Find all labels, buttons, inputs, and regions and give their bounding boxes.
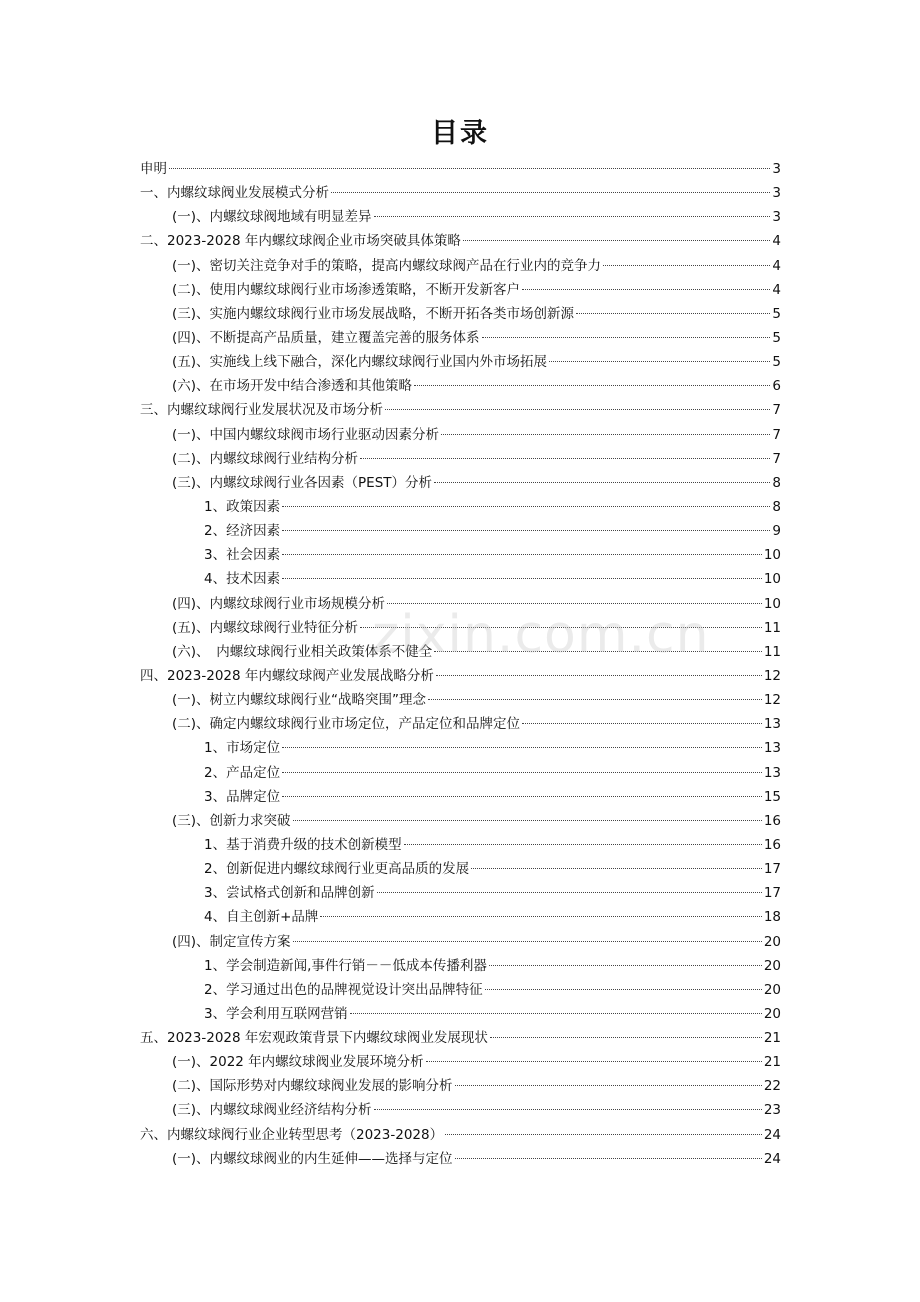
toc-entry[interactable] [140,785,781,809]
toc-entry-title: 1、学会制造新闻,事件行销－－低成本传播利器 [204,957,487,974]
toc-dot-leader [434,482,770,483]
toc-entry-page: 10 [763,547,781,564]
toc-dot-leader [414,385,770,386]
toc-dot-leader [404,844,762,845]
toc-entry[interactable] [140,447,781,471]
toc-entry-title: (二)、确定内螺纹球阀行业市场定位，产品定位和品牌定位 [172,716,521,733]
toc-entry-page: 20 [763,1005,781,1022]
toc-entry[interactable] [140,567,781,591]
toc-entry[interactable] [140,1123,781,1147]
toc-dot-leader [522,723,762,724]
toc-entry-title: (三)、创新力求突破 [172,812,291,829]
toc-dot-leader [169,168,770,169]
toc-dot-leader [282,772,762,773]
toc-entry[interactable] [140,1002,781,1026]
toc-dot-leader [282,530,770,531]
toc-entry-page: 3 [772,209,781,226]
toc-entry-title: 2、创新促进内螺纹球阀行业更高品质的发展 [204,861,470,878]
toc-entry-page: 4 [772,257,781,274]
toc-dot-leader [549,361,770,362]
toc-entry[interactable] [140,519,781,543]
toc-entry[interactable] [140,640,781,664]
toc-entry-page: 20 [763,981,781,998]
toc-dot-leader [482,337,771,338]
toc-entry[interactable] [140,302,781,326]
toc-entry-page: 24 [763,1126,781,1143]
toc-entry-title: (四)、内螺纹球阀行业市场规模分析 [172,595,386,612]
toc-entry-title: 3、社会因素 [204,547,281,564]
toc-entry[interactable] [140,1147,781,1171]
toc-entry-page: 11 [763,619,781,636]
toc-dot-leader [360,627,762,628]
toc-entry-page: 20 [763,957,781,974]
toc-dot-leader [293,941,762,942]
toc-entry[interactable] [140,905,781,929]
toc-dot-leader [455,1158,762,1159]
toc-entry-page: 7 [772,426,781,443]
toc-entry-title: (一)、树立内螺纹球阀行业“战略突围”理念 [172,692,427,709]
toc-entry-page: 6 [772,378,781,395]
toc-entry-page: 24 [763,1150,781,1167]
page-title: 目录 [431,118,489,149]
toc-entry[interactable] [140,616,781,640]
toc-entry-title: 1、市场定位 [204,740,281,757]
toc-entry-title: (二)、国际形势对内螺纹球阀业发展的影响分析 [172,1078,453,1095]
toc-dot-leader [426,1061,762,1062]
toc-dot-leader [374,1109,762,1110]
toc-entry-page: 7 [772,402,781,419]
toc-entry-title: 4、技术因素 [204,571,281,588]
toc-dot-leader [293,820,762,821]
table-of-contents [140,157,781,1171]
toc-entry[interactable] [140,761,781,785]
toc-dot-leader [282,747,762,748]
toc-entry-page: 9 [772,523,781,540]
toc-dot-leader [385,409,770,410]
toc-dot-leader [331,192,770,193]
toc-entry[interactable] [140,1026,781,1050]
toc-entry-title: 五、2023-2028 年宏观政策背景下内螺纹球阀业发展现状 [140,1030,488,1047]
toc-dot-leader [320,916,761,917]
toc-entry[interactable] [140,930,781,954]
toc-entry-page: 21 [763,1054,781,1071]
toc-entry[interactable] [140,205,781,229]
toc-entry-title: 六、内螺纹球阀行业企业转型思考（2023-2028） [140,1126,444,1143]
toc-entry-page: 11 [763,643,781,660]
toc-entry-page: 20 [763,933,781,950]
toc-entry-page: 4 [772,233,781,250]
toc-entry-page: 4 [772,281,781,298]
toc-entry-page: 16 [763,836,781,853]
toc-entry-title: 1、政策因素 [204,498,281,515]
toc-entry-title: (一)、2022 年内螺纹球阀业发展环境分析 [172,1054,424,1071]
toc-entry-title: (一)、中国内螺纹球阀市场行业驱动因素分析 [172,426,440,443]
toc-dot-leader [377,892,762,893]
toc-entry[interactable] [140,688,781,712]
toc-entry-title: (一)、内螺纹球阀地域有明显差异 [172,209,372,226]
toc-entry-page: 8 [772,498,781,515]
toc-entry-title: 一、内螺纹球阀业发展模式分析 [140,185,329,202]
toc-entry-page: 22 [763,1078,781,1095]
toc-entry[interactable] [140,833,781,857]
toc-entry-title: 四、2023-2028 年内螺纹球阀产业发展战略分析 [140,667,434,684]
toc-entry[interactable] [140,423,781,447]
toc-entry[interactable] [140,1050,781,1074]
toc-entry[interactable] [140,181,781,205]
toc-entry[interactable] [140,398,781,422]
toc-entry-title: 三、内螺纹球阀行业发展状况及市场分析 [140,402,383,419]
toc-entry-page: 3 [772,185,781,202]
toc-entry-title: 申明 [140,161,167,177]
toc-entry[interactable] [140,736,781,760]
toc-dot-leader [441,434,770,435]
toc-dot-leader [387,603,762,604]
toc-entry-page: 5 [772,305,781,322]
toc-entry-page: 7 [772,450,781,467]
toc-entry-page: 21 [763,1030,781,1047]
toc-dot-leader [445,1134,762,1135]
toc-entry-title: (六)、 内螺纹球阀行业相关政策体系不健全 [172,643,433,660]
toc-entry[interactable] [140,592,781,616]
toc-dot-leader [490,1037,762,1038]
toc-dot-leader [485,989,762,990]
toc-entry-title: (二)、内螺纹球阀行业结构分析 [172,450,359,467]
toc-entry-page: 12 [763,667,781,684]
toc-dot-leader [282,506,770,507]
toc-dot-leader [428,699,762,700]
toc-entry-title: 3、尝试格式创新和品牌创新 [204,885,375,902]
toc-entry-page: 17 [763,861,781,878]
toc-entry[interactable] [140,157,781,181]
toc-entry[interactable] [140,326,781,350]
toc-dot-leader [603,265,770,266]
toc-dot-leader [434,651,762,652]
toc-dot-leader [576,313,770,314]
toc-entry-page: 5 [772,354,781,371]
toc-entry-page: 15 [763,788,781,805]
toc-entry[interactable] [140,495,781,519]
toc-entry[interactable] [140,254,781,278]
toc-entry-page: 17 [763,885,781,902]
toc-entry[interactable] [140,881,781,905]
toc-entry-title: (六)、在市场开发中结合渗透和其他策略 [172,378,413,395]
watermark: zixin.com.cn [372,605,710,665]
toc-entry-title: 3、学会利用互联网营销 [204,1005,348,1022]
toc-dot-leader [436,675,762,676]
toc-entry[interactable] [140,374,781,398]
toc-entry-title: 2、学习通过出色的品牌视觉设计突出品牌特征 [204,981,483,998]
toc-entry-title: (三)、内螺纹球阀业经济结构分析 [172,1102,372,1119]
toc-entry-title: 二、2023-2028 年内螺纹球阀企业市场突破具体策略 [140,233,461,250]
toc-dot-leader [282,554,762,555]
toc-entry-title: 2、产品定位 [204,764,281,781]
toc-entry[interactable] [140,471,781,495]
toc-dot-leader [282,578,762,579]
toc-entry-title: (三)、实施内螺纹球阀行业市场发展战略，不断开拓各类市场创新源 [172,305,575,322]
toc-entry[interactable] [140,543,781,567]
toc-entry-page: 23 [763,1102,781,1119]
toc-entry[interactable] [140,278,781,302]
toc-entry-title: 1、基于消费升级的技术创新模型 [204,836,402,853]
toc-dot-leader [350,1013,762,1014]
toc-entry-title: (五)、内螺纹球阀行业特征分析 [172,619,359,636]
toc-dot-leader [360,458,770,459]
toc-dot-leader [374,216,771,217]
toc-entry-title: (二)、使用内螺纹球阀行业市场渗透策略，不断开发新客户 [172,281,521,298]
toc-dot-leader [463,240,771,241]
toc-dot-leader [471,868,762,869]
toc-dot-leader [282,796,762,797]
toc-entry-title: 4、自主创新+品牌 [204,909,319,926]
toc-entry[interactable] [140,1098,781,1122]
toc-entry-page: 3 [772,161,781,177]
toc-entry-title: (一)、内螺纹球阀业的内生延伸——选择与定位 [172,1150,453,1167]
toc-entry-title: (四)、制定宣传方案 [172,933,291,950]
toc-entry-title: 2、经济因素 [204,523,281,540]
toc-dot-leader [489,965,762,966]
toc-entry-page: 10 [763,571,781,588]
toc-entry-title: (三)、内螺纹球阀行业各因素（PEST）分析 [172,474,433,491]
toc-entry[interactable] [140,857,781,881]
toc-entry[interactable] [140,712,781,736]
toc-entry[interactable] [140,664,781,688]
toc-dot-leader [522,289,770,290]
toc-entry-page: 16 [763,812,781,829]
toc-entry[interactable] [140,1074,781,1098]
toc-entry-page: 18 [763,909,781,926]
toc-entry-page: 13 [763,764,781,781]
toc-entry-page: 8 [772,474,781,491]
toc-entry-title: (五)、实施线上线下融合，深化内螺纹球阀行业国内外市场拓展 [172,354,548,371]
toc-entry[interactable] [140,350,781,374]
toc-entry-page: 12 [763,692,781,709]
toc-entry-page: 13 [763,740,781,757]
toc-dot-leader [455,1085,762,1086]
toc-entry-title: 3、品牌定位 [204,788,281,805]
toc-entry-page: 5 [772,329,781,346]
toc-entry[interactable] [140,954,781,978]
toc-entry-page: 10 [763,595,781,612]
toc-entry[interactable] [140,809,781,833]
toc-entry[interactable] [140,229,781,253]
toc-entry-title: (四)、不断提高产品质量，建立覆盖完善的服务体系 [172,329,480,346]
toc-entry[interactable] [140,978,781,1002]
toc-entry-title: (一)、密切关注竞争对手的策略，提高内螺纹球阀产品在行业内的竞争力 [172,257,602,274]
toc-entry-page: 13 [763,716,781,733]
